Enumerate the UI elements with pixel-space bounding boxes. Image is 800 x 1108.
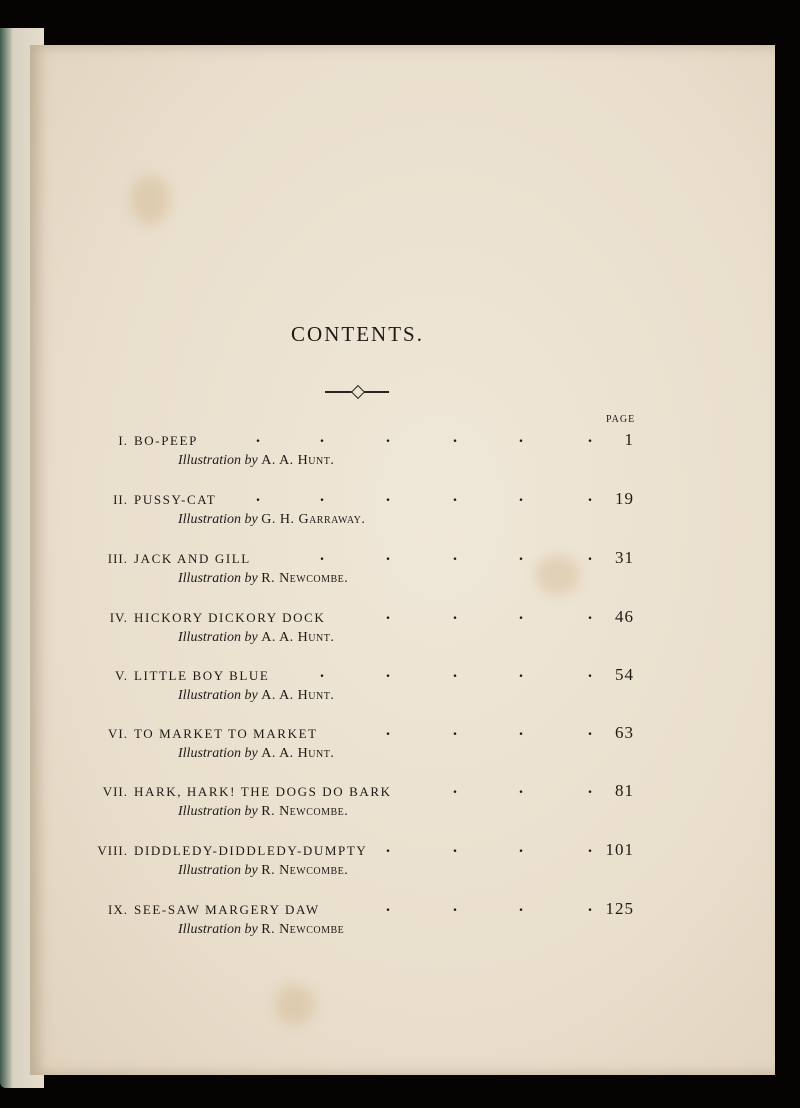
illustration-prefix: Illustration by xyxy=(178,922,258,937)
leader-dot: . xyxy=(256,488,260,505)
leader-dot: . xyxy=(588,606,592,623)
entry-illustrator xyxy=(178,863,348,879)
entry-page-number: 31 xyxy=(615,548,634,567)
entry-title: JACK AND GILL xyxy=(134,551,251,566)
entry-illustrator xyxy=(178,746,334,762)
leader-dot: . xyxy=(386,547,390,564)
entry-illustrator xyxy=(178,453,334,469)
leader-dot: . xyxy=(453,547,457,564)
contents-entry xyxy=(0,488,800,532)
leader-dot: . xyxy=(386,606,390,623)
leader-dot: . xyxy=(453,429,457,446)
leader-dot: . xyxy=(386,488,390,505)
entry-page-number: 1 xyxy=(624,430,634,449)
entry-illustrator xyxy=(178,804,348,820)
illustrator-name: R. Newcombe. xyxy=(261,571,349,586)
entry-title: HARK, HARK! THE DOGS DO BARK xyxy=(134,784,392,799)
illustration-prefix: Illustration by xyxy=(178,630,258,645)
leader-dot: . xyxy=(386,429,390,446)
entry-page-number: 63 xyxy=(615,723,634,742)
entry-illustrator xyxy=(178,571,348,587)
entry-illustrator xyxy=(178,688,334,704)
leader-dot: . xyxy=(519,429,523,446)
entry-page-number: 46 xyxy=(615,607,634,626)
contents-entry xyxy=(0,898,800,942)
leader-dot: . xyxy=(386,898,390,915)
illustration-prefix: Illustration by xyxy=(178,746,258,761)
ornament-divider xyxy=(325,390,389,394)
entry-page-number: 125 xyxy=(605,899,634,918)
leader-dot: . xyxy=(386,722,390,739)
leader-dot: . xyxy=(588,429,592,446)
leader-dot: . xyxy=(519,780,523,797)
entry-title: SEE-SAW MARGERY DAW xyxy=(134,902,320,917)
entry-number: VII. xyxy=(102,784,128,799)
illustrator-name: R. Newcombe. xyxy=(261,804,349,819)
leader-dot: . xyxy=(453,722,457,739)
contents-entry xyxy=(0,429,800,473)
leader-dot: . xyxy=(519,606,523,623)
leader-dot: . xyxy=(320,547,324,564)
leader-dot: . xyxy=(453,664,457,681)
illustrator-name: R. Newcombe xyxy=(261,922,345,937)
leader-dot: . xyxy=(519,664,523,681)
contents-entry xyxy=(0,547,800,591)
entry-number: V. xyxy=(115,668,128,683)
entry-number: IV. xyxy=(109,610,128,625)
entry-illustrator xyxy=(178,630,334,646)
illustrator-name: G. H. Garraway. xyxy=(261,512,366,527)
entry-title: DIDDLEDY-DIDDLEDY-DUMPTY xyxy=(134,843,368,858)
page-column-label: PAGE xyxy=(606,414,636,425)
contents-entry xyxy=(0,606,800,650)
entry-page-number: 101 xyxy=(605,840,634,859)
illustration-prefix: Illustration by xyxy=(178,804,258,819)
leader-dot: . xyxy=(519,839,523,856)
leader-dot: . xyxy=(453,606,457,623)
entry-title: HICKORY DICKORY DOCK xyxy=(134,610,326,625)
leader-dot: . xyxy=(453,839,457,856)
entry-illustrator xyxy=(178,922,344,938)
illustrator-name: A. A. Hunt. xyxy=(261,688,335,703)
leader-dot: . xyxy=(519,722,523,739)
entry-title: LITTLE BOY BLUE xyxy=(134,668,270,683)
leader-dot: . xyxy=(588,898,592,915)
leader-dot: . xyxy=(519,488,523,505)
leader-dot: . xyxy=(386,839,390,856)
entry-page-number: 81 xyxy=(615,781,634,800)
page-title: CONTENTS. xyxy=(291,322,424,346)
entry-number: I. xyxy=(118,433,128,448)
entry-number: II. xyxy=(113,492,128,507)
contents-entry xyxy=(0,664,800,708)
contents-entry xyxy=(0,780,800,824)
entry-page-number: 19 xyxy=(615,489,634,508)
illustrator-name: R. Newcombe. xyxy=(261,863,349,878)
leader-dot: . xyxy=(588,488,592,505)
illustration-prefix: Illustration by xyxy=(178,453,258,468)
illustration-prefix: Illustration by xyxy=(178,512,258,527)
entry-number: VI. xyxy=(108,726,128,741)
leader-dot: . xyxy=(588,780,592,797)
entry-title: PUSSY-CAT xyxy=(134,492,217,507)
entry-title: BO-PEEP xyxy=(134,433,198,448)
illustration-prefix: Illustration by xyxy=(178,688,258,703)
leader-dot: . xyxy=(320,429,324,446)
leader-dot: . xyxy=(588,664,592,681)
leader-dot: . xyxy=(519,898,523,915)
entry-page-number: 54 xyxy=(615,665,634,684)
leader-dot: . xyxy=(519,547,523,564)
leader-dot: . xyxy=(453,780,457,797)
contents-entry xyxy=(0,722,800,766)
leader-dot: . xyxy=(588,722,592,739)
leader-dot: . xyxy=(453,898,457,915)
entry-title: TO MARKET TO MARKET xyxy=(134,726,318,741)
leader-dot: . xyxy=(320,664,324,681)
illustrator-name: A. A. Hunt. xyxy=(261,630,335,645)
entry-number: VIII. xyxy=(97,843,128,858)
leader-dot: . xyxy=(453,488,457,505)
illustration-prefix: Illustration by xyxy=(178,571,258,586)
entry-number: IX. xyxy=(108,902,128,917)
entry-illustrator xyxy=(178,512,365,528)
leader-dot: . xyxy=(588,839,592,856)
leader-dot: . xyxy=(588,547,592,564)
illustration-prefix: Illustration by xyxy=(178,863,258,878)
illustrator-name: A. A. Hunt. xyxy=(261,453,335,468)
leader-dot: . xyxy=(386,664,390,681)
leader-dot: . xyxy=(320,488,324,505)
leader-dot: . xyxy=(256,429,260,446)
contents-entry xyxy=(0,839,800,883)
entry-number: III. xyxy=(107,551,128,566)
illustrator-name: A. A. Hunt. xyxy=(261,746,335,761)
